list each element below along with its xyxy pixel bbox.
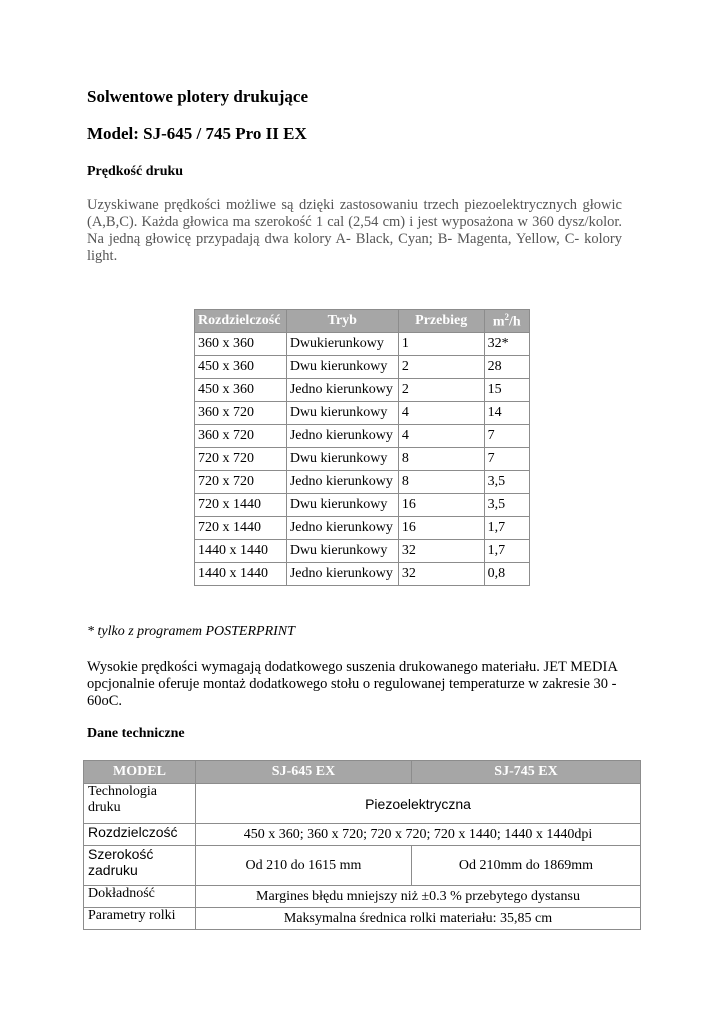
resolution-cell: 1440 x 1440 [195, 563, 287, 586]
pass-cell: 16 [398, 494, 484, 517]
tech-row-roll [84, 908, 641, 930]
mode-cell: Dwu kierunkowy [286, 540, 398, 563]
table-row [195, 471, 530, 494]
pass-cell: 32 [398, 563, 484, 586]
mode-cell: Dwu kierunkowy [286, 402, 398, 425]
table-row [195, 402, 530, 425]
pass-cell: 32 [398, 540, 484, 563]
resolution-cell: 720 x 720 [195, 471, 287, 494]
header-m2h-exp: 2 [504, 311, 510, 322]
speed-table-header-row [195, 310, 530, 333]
mode-cell: Dwu kierunkowy [286, 448, 398, 471]
speed-heading: Prędkość druku [87, 164, 184, 179]
resolution-cell: 360 x 720 [195, 425, 287, 448]
speed-cell: 15 [484, 379, 529, 402]
speed-cell: 32* [484, 333, 529, 356]
tech-table-header-row [84, 761, 641, 784]
speed-cell: 14 [484, 402, 529, 425]
intro-paragraph: Uzyskiwane prędkości możliwe są dzięki zastosowaniu trzech piezoelektrycznych głowic (A,B,C). Każda głowica ma szerokość 1 cal (2,54 cm) i jest wyposażona w 360 dysz/kolor. Na jedną głowicę przypadają dwa kolory A- Black, Cyan; B- Magenta, Yellow, C- kolory light. [87, 197, 622, 264]
header-m2h-unit: /h [509, 314, 521, 330]
header-m2h [484, 310, 529, 333]
mode-cell: Jedno kierunkowy [286, 425, 398, 448]
header-resolution: Rozdzielczość [195, 310, 287, 333]
resolution-cell: 720 x 720 [195, 448, 287, 471]
resolution-cell: 450 x 360 [195, 356, 287, 379]
speed-cell: 1,7 [484, 540, 529, 563]
resolution-cell: 360 x 360 [195, 333, 287, 356]
resolution-cell: 360 x 720 [195, 402, 287, 425]
speed-cell: 7 [484, 448, 529, 471]
table-row [195, 356, 530, 379]
pass-cell: 4 [398, 402, 484, 425]
table-row [195, 517, 530, 540]
table-row [195, 333, 530, 356]
tech-row-technology [84, 784, 641, 824]
accuracy-value: Margines błędu mniejszy niż ±0.3 % przebytego dystansu [196, 886, 641, 908]
mode-cell: Jedno kierunkowy [286, 517, 398, 540]
mode-cell: Jedno kierunkowy [286, 563, 398, 586]
table-row [195, 494, 530, 517]
tech-row-width [84, 846, 641, 886]
pass-cell: 16 [398, 517, 484, 540]
header-sj745: SJ-745 EX [412, 761, 641, 784]
technology-label: Technologia druku [84, 784, 196, 824]
table-row [195, 379, 530, 402]
width-sj645: Od 210 do 1615 mm [196, 846, 412, 886]
mode-cell: Jedno kierunkowy [286, 379, 398, 402]
table-row [195, 425, 530, 448]
header-pass: Przebieg [398, 310, 484, 333]
resolution-cell: 450 x 360 [195, 379, 287, 402]
resolution-cell: 720 x 1440 [195, 517, 287, 540]
table-row [195, 540, 530, 563]
resolution-label: Rozdzielczość [84, 824, 196, 846]
header-m2h-base: m [492, 314, 505, 330]
speed-cell: 3,5 [484, 471, 529, 494]
resolution-cell: 1440 x 1440 [195, 540, 287, 563]
tech-row-resolution [84, 824, 641, 846]
speed-cell: 7 [484, 425, 529, 448]
footnote: * tylko z programem POSTERPRINT [87, 624, 295, 639]
technology-value: Piezoelektryczna [196, 784, 641, 824]
pass-cell: 2 [398, 356, 484, 379]
model-heading: Model: SJ-645 / 745 Pro II EX [87, 124, 307, 143]
tech-heading: Dane techniczne [87, 726, 185, 741]
mode-cell: Dwukierunkowy [286, 333, 398, 356]
resolution-value: 450 x 360; 360 x 720; 720 x 720; 720 x 1440; 1440 x 1440dpi [196, 824, 641, 846]
pass-cell: 8 [398, 448, 484, 471]
resolution-cell: 720 x 1440 [195, 494, 287, 517]
tech-table [83, 760, 641, 930]
drying-paragraph: Wysokie prędkości wymagają dodatkowego suszenia drukowanego materiału. JET MEDIA opcjonalnie oferuje montaż dodatkowego stołu o regulowanej temperaturze w zakresie 30 - 60oC. [87, 659, 617, 709]
header-sj645: SJ-645 EX [196, 761, 412, 784]
tech-row-accuracy [84, 886, 641, 908]
table-row [195, 563, 530, 586]
speed-cell: 28 [484, 356, 529, 379]
mode-cell: Dwu kierunkowy [286, 494, 398, 517]
pass-cell: 1 [398, 333, 484, 356]
table-row [195, 448, 530, 471]
speed-table [194, 309, 530, 586]
width-label: Szerokość zadruku [84, 846, 196, 886]
document-title: Solwentowe plotery drukujące [87, 87, 308, 106]
speed-cell: 3,5 [484, 494, 529, 517]
header-mode: Tryb [286, 310, 398, 333]
pass-cell: 2 [398, 379, 484, 402]
speed-cell: 0,8 [484, 563, 529, 586]
header-model: MODEL [84, 761, 196, 784]
roll-label: Parametry rolki [84, 908, 196, 930]
pass-cell: 8 [398, 471, 484, 494]
mode-cell: Dwu kierunkowy [286, 356, 398, 379]
pass-cell: 4 [398, 425, 484, 448]
accuracy-label: Dokładność [84, 886, 196, 908]
mode-cell: Jedno kierunkowy [286, 471, 398, 494]
width-sj745: Od 210mm do 1869mm [412, 846, 641, 886]
speed-cell: 1,7 [484, 517, 529, 540]
roll-value: Maksymalna średnica rolki materiału: 35,85 cm [196, 908, 641, 930]
